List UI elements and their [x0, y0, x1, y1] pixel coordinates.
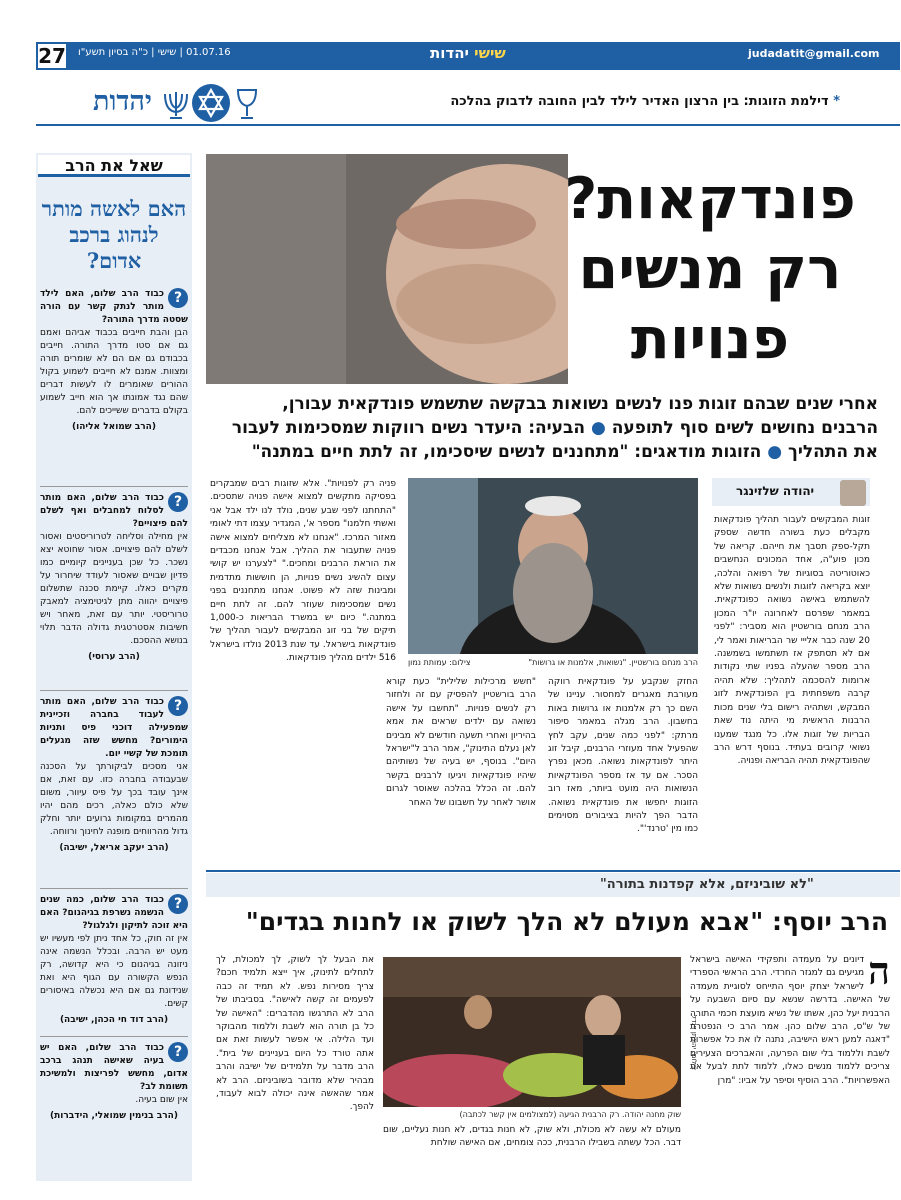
article-column	[690, 954, 890, 1180]
article-column: "חשש מרכילות שלילית" כעת קורא הרב בורשטיין להפסיק עם זה ולחזור רק לנשים פנויות. "תחשבו על אישה נשואה עם ילדים שראים את אמא בהיריון ואחרי תשעה חודשים לא מבינים לאן נעלם התינוק", אמר הרב ל"ישראל היום". בנוסף, יש בעיה של נשותיהם שיהיו פונדקאיות ויגיעו לרבנים בקשר להם. זה הכלל בהלכה שאוסר לגרום אושר לאחר על חשבונו של האחר	[386, 677, 536, 808]
article-column: זוגות המבקשים לעבור תהליך פונדקאות מקבלים כעת בשורה חדשה שספק תקל-ספק תסבך את חייהם. קריאה של מכון פוע"ה, אחד המכונים הנחשבים כאוטוריטה בסוגיות של רפואה והלכה, יוצא בקריאה לזוגות ולנשים נשואות שלא להשתמש באישה נשואה כפונדקאית. במאמר שפרסם לאחרונה יו"ר המכון הרב מנחם בורשטיין הוא מסביר: "לפני 20 שנה כבר אלייי שר הבריאות ואמר לי, אם לא תסתפק אז תשתמשו בשמשנה. הרב מספר שהעלה בפניו שתי נקודות ארומות להסכמה לתהליך: שלא תהיה קרבה משפחתית בין הפונדקאית לזוג המבקש, ושתהיה רישום בלי שנים מכות הרבנות הראשית מי היתה נוד שאת הבריות של זוגות אלו. כל מנגד שמענו נשואי קרובים בעתיד. בנוסף דרש הרב שהפונדקאית תהיה הבריאה ופנויה.	[714, 515, 870, 767]
qa-answer: אני מסכים לביקורתך על הסכנה שבעבודה בחברה כזו. עם זאת, אם אינך עובד בכך על פיס עיוור, משום שלא כולם כאלה, רכים מהם יהיו מהמרים במקומות גרועים יותר וחלק גדול מהרווחים מופנה לחינוך ורווחה.	[40, 762, 188, 837]
photo-caption: הרב מנחם בורשטיין. "נשואות, אלמנות או גרושות"	[528, 658, 698, 667]
article-deck	[206, 392, 878, 464]
photo-credit: צילום: עמותת נמון	[408, 658, 471, 667]
article-column: החזק שנקבע על פונדקאית רווקה מעורבת מאגרים למחסור. עניינו של השם כך רק אלמנות או גרושות באות בחשבון. הרב מגלה במאמר סיפור מרתק: "לפני כמה שנים, עקב לחץ שהפעיל אחד מעוזרי הרבנים, קיבל זוג היתר לפונדקאות נשואה. מכאן נפרץ הסכר. אם עד אז מספר הפונדקאיות הנשואות היה מועט ביותר, מאז רוב הזוגות יחפשו את פונדקאית נשואה. הדבר הפך להיות בציבורים מסוימים כמו מין 'טרנד'".	[548, 677, 698, 835]
question-icon: ?	[168, 492, 188, 512]
question-icon: ?	[168, 894, 188, 914]
qa-question: כבוד הרב שלום, כמה שנים הנשמה נשרפת בגיהנום? האם היא זוכה לתיקון ולגלגול?	[40, 895, 188, 931]
market-photo	[383, 957, 681, 1107]
ask-rabbi-heading: שאל את הרב	[38, 155, 190, 177]
qa-question: כבוד הרב שלום, האם מותר לעבוד בחברה וזכיינית שמפעילה דוכני פיס ותניות הימורים? מחשש שזה מגעלים תומכת של קשיי יום.	[40, 697, 188, 759]
drop-cap: ה	[868, 954, 890, 993]
deck-line: את התהליך	[788, 442, 878, 462]
article-column-text: דיונים על מעמדה ותפקידי האישה בישראל מגיעים גם למגזר החרדי. הרב הראשי הספרדי לישראל יצחק יוסף התייחס לסוגיית מעמדה של האישה. בדרשה שנשא עם סיום השבעה על הרבנית יעל כהן, אשתו של נשיא מועצת חכמי התורה של ש"ס, הרב שלום כהן. אמר הרב כי הנפטרת "דאגה למען ראש הישיבה, נתנה לו את כל אפשרות לשבת וללמוד בלי שום הפרעה, והאברכים הצעירים צריכים ללמוד מנשים כאלו, ללמוד לתת לבעל את האפשרויות". הרב הוסיף וסיפר על אביו: "מרן	[690, 955, 890, 1086]
rabbi-photo	[408, 478, 698, 654]
article-column: את הבעל לך לשוק, לך למכולת, לך לתחלים לתינוק, איך ייצא תלמיד חכם? צריך מסירות נפש. לא תמיד זה כבה לפעמים זה קשה לאישה". בסביבתו של הרב לא התרגשו מהדברים: "האישה של כל בן תורה הוא לשבת וללמוד מהבוקר ועד הלילה. אי אפשר לעשות זאת אם אתה טורד כל היום בעניינים של בית". הרב מדבר על תלמידים של ישיבה והרב מבהיר שלא מדובר בשוביניזם. הרב לא אמר שהאשה אינה יכולה לבוא לעבוד, להפך.	[216, 955, 374, 1113]
article-column: מעולם לא עשה לא מכולת, ולא שוק, לא חנות בגדים, לא חנות נעליים, שום דבר. הכל עשתה בשבילו הרבנית, ככה צומחים, אם האישה שולחת	[383, 1125, 681, 1149]
qa-signature: (הרב בנימין שמואלי, הידברות)	[50, 1111, 178, 1121]
secondary-kicker: "לא שוביניזם, אלא קפדנות בתורה"	[600, 877, 814, 892]
contact-email[interactable]: judadatit@gmail.com	[748, 47, 880, 60]
qa-divider	[40, 1036, 188, 1037]
header-divider	[36, 124, 900, 126]
question-icon: ?	[168, 288, 188, 308]
deck-line: הזוגות מודאגים: "מתחננים לנשים שיסכימו, זה לתת חיים במתנה"	[251, 442, 762, 462]
rabbi-portrait-illustration	[408, 478, 698, 654]
issue-date: 01.07.16 | שישי | כ"ה בסיון תשע"ו	[78, 47, 231, 58]
page-number: 27	[36, 42, 68, 70]
qa-signature: (הרב שמואל אליהו)	[72, 422, 156, 432]
qa-signature: (הרב דוד חי הכהן, ישיבה)	[59, 1015, 169, 1025]
brand-main: יהדות	[430, 44, 469, 62]
qa-item	[40, 696, 188, 855]
qa-question: כבוד הרב שלום, האם לילד מותר לנתק קשר עם הורה שסטה מדרך התורה?	[40, 289, 188, 325]
rabbi-photo-caption	[408, 658, 698, 667]
secondary-headline: הרב יוסף: "אבא מעולם לא הלך לשוק או לחנות בגדים"	[245, 907, 888, 936]
qa-question: כבוד הרב שלום, האם מותר לסלוח למחבלים ואף לשלם להם פיצויים?	[40, 493, 188, 529]
ask-rabbi-title: האם לאשה מותר לנהוג ברכב אדום?	[41, 196, 187, 273]
deck-line: אחרי שנים שבהם זוגות פנו לנשים נשואות בבקשה שתשמש פונדקאית עבורן,	[282, 394, 878, 414]
qa-question: כבוד הרב שלום, האם יש בעיה שאישה תנהג ברכב אדום, מחשש לפריצות ולמשיכת תשומת לב?	[40, 1043, 188, 1092]
qa-divider	[40, 690, 188, 691]
market-scene-illustration	[383, 957, 681, 1107]
brand-logo	[430, 44, 506, 62]
qa-answer: הבן והבת חייבים בכבוד אביהם ואמם גם אם סטו מדרך התורה. חייבים בכבודם גם אם הם לא שומרים תורה ומצוות. אמנם לא חייבים לשמוע בקול ההורים שאומרים לו לעשות דברים שהם נגד אמונתו אך הוא חייב לשמוע בקולם בדברים ששייכים להם.	[40, 328, 188, 416]
section-title: יהדות	[93, 86, 152, 117]
qa-divider	[40, 486, 188, 487]
qa-divider	[40, 888, 188, 889]
brand-accent: שישי	[474, 44, 506, 62]
page-subhead	[420, 94, 840, 109]
qa-item	[40, 1042, 188, 1123]
main-headline: פונדקאות? רק מנשים פנויות	[564, 166, 856, 372]
author-name: יהודה שלזינגר	[736, 484, 815, 498]
qa-item	[40, 288, 188, 434]
bullet-icon: ●	[767, 442, 783, 462]
market-photo-credit: צילום: יהונתן זינדל	[690, 1014, 698, 1070]
question-icon: ?	[168, 1042, 188, 1062]
qa-item	[40, 894, 188, 1027]
market-photo-caption: שוק מחנה יהודה. רק הרבנית הגיעה (למצולמים אין קשר לכתבה)	[459, 1110, 681, 1119]
qa-signature: (הרב ערוסי)	[88, 652, 140, 662]
deck-line: הרבנים נחושים לשים סוף לתופעה	[611, 418, 878, 438]
subhead-text: דילמת הזוגות: בין הרצון האדיר לילד לבין החובה לדבוק בהלכה	[450, 94, 829, 109]
qa-item	[40, 492, 188, 664]
subhead-star: *	[833, 94, 840, 109]
author-avatar	[840, 480, 866, 506]
qa-answer: אין זה חוק, כל אחד ניתן לפי מעשיו יש מעט יש הרבה. ובכלל הנשמה אינה ניזונה בגיהנום כי היא קדושה, רק הנפש הקשורה עם הגוף היא ואת שנידונת גם אם היא נכשלה באיסורים קשים.	[40, 934, 188, 1009]
bullet-icon: ●	[590, 418, 606, 438]
question-icon: ?	[168, 696, 188, 716]
deck-line: הבעיה: היעדר נשים רווקות שמסכימות לעבור	[231, 418, 586, 438]
qa-answer: אין שום בעיה.	[135, 1095, 188, 1105]
qa-answer: אין מחילה וסליחה לטרוריסטים ואסור לשלם להם פיצויים. אסור שחוטא יצא נשכר. כל שכן בעניינים קיומיים כמו פדיון שבויים שאסור לעודד שיחרור על מקרים כאלו. קיימת סכנה שתשלום פיצויים יהווה מתן לגיטימציה למאבק טרוריסטי. יותר עם זאת, מאחר ויש חשיבות אסטרטגית גדולה הדבר תלוי בנושא ההסכם.	[40, 532, 188, 646]
article-column: פניה רק לפנויות". אלא שזוגות רבים שמבקרים בפסיקה מתקשים למצוא אישה פנויה שתסכים. "התחתנו לפני שבע שנים, נולד לנו ילד אבל אני ואשתי חלמנו" מספר א', המגדיר עצמו דתי לאומי מאזור המרכז. "אנחנו לא מצליחים למצוא אישה פנויה שתעבור את ההליך. אבל אנחנו מכבדים את הוראת הרבנים ומחכים." "לצערנו יש קושי עצום להשיג נשים פנויות, הן חוששות מתדמית ומבינות שזה לא פשוט. אנחנו מתחננים בפני נשים שמסכימות שעוזר להם. זה לתת חיים במתנה." כיום יש במשרד הבריאות כ-1,000 תיקים של בני זוג המבקשים לעבור תהליך של פונדקאות בישראל. עד שנת 2013 נולדו בישראל 516 ילדים מהליך פונדקאות.	[210, 479, 396, 664]
qa-signature: (הרב יעקב אריאל, ישיבה)	[59, 843, 169, 853]
